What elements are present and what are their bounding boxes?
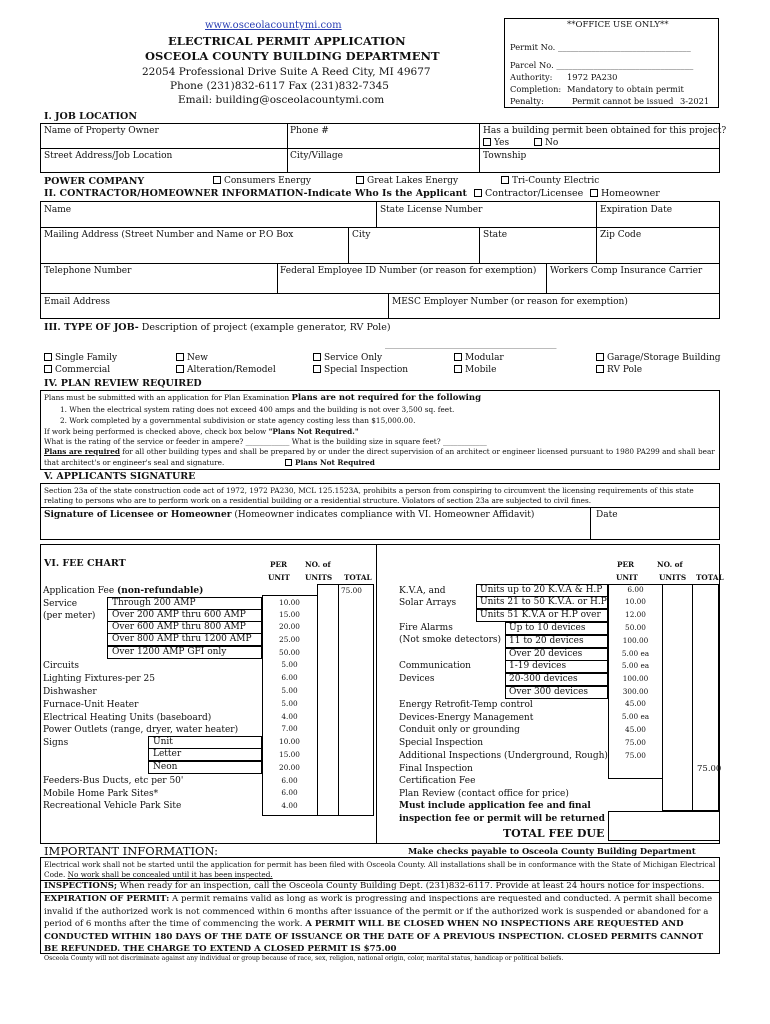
kva-row: Units 21 to 50 K.V.A. or H.P xyxy=(476,596,608,609)
fee-kva: K.V.A, and xyxy=(399,586,446,596)
phone-field[interactable]: Phone # xyxy=(290,126,329,136)
penalty-value: Permit cannot be issued xyxy=(572,96,674,106)
plan-review-line4: If work being performed is checked above, check box below "Plans Not Required." xyxy=(44,427,359,436)
department-address: 22054 Professional Drive Suite A Reed City, MI 49677 xyxy=(142,66,431,78)
contractor-licensee-checkbox[interactable]: Contractor/Licensee xyxy=(474,188,583,199)
special-inspection-checkbox[interactable]: Special Inspection xyxy=(313,365,408,376)
fee-value: 4.00 xyxy=(281,801,298,810)
service-row: Over 800 AMP thru 1200 AMP xyxy=(107,633,262,646)
total-header: TOTAL xyxy=(344,573,372,582)
checkbox-icon xyxy=(501,176,509,184)
mesc-employer-field[interactable]: MESC Employer Number (or reason for exemption) xyxy=(392,297,628,307)
parcel-no-field[interactable]: Parcel No. _________________________________ xyxy=(510,60,694,70)
checkbox-icon xyxy=(356,176,364,184)
department-email: Email: building@osceolacountymi.com xyxy=(178,94,385,106)
fee-devices: Devices xyxy=(399,674,435,684)
fire-row: Over 20 devices xyxy=(505,648,608,661)
per-unit-header: UNIT xyxy=(616,573,638,582)
checkbox-icon xyxy=(313,365,321,373)
property-owner-field[interactable]: Name of Property Owner xyxy=(44,126,159,136)
fee-value: 10.00 xyxy=(279,737,300,746)
department-phone: Phone (231)832-6117 Fax (231)832-7345 xyxy=(170,80,389,92)
commercial-checkbox[interactable]: Commercial xyxy=(44,365,110,376)
contractor-city-field[interactable]: City xyxy=(352,230,371,240)
fee-heating-units: Electrical Heating Units (baseboard) xyxy=(43,713,212,723)
authority-value: 1972 PA230 xyxy=(567,72,618,82)
checkbox-icon xyxy=(454,353,462,361)
sign-row: Neon xyxy=(148,761,262,774)
comm-row: 20-300 devices xyxy=(505,673,608,686)
no-of-units-header: NO. of xyxy=(305,560,331,569)
completion-label: Completion: xyxy=(510,84,562,94)
fire-row: 11 to 20 devices xyxy=(505,635,608,648)
service-row: Over 600 AMP thru 800 AMP xyxy=(107,621,262,634)
fee-chart-heading: VI. FEE CHART xyxy=(44,558,126,569)
checkbox-icon xyxy=(44,365,52,373)
fee-value: 25.00 xyxy=(279,635,300,644)
fee-fire-alarms: Fire Alarms xyxy=(399,623,453,633)
important-text1: Electrical work shall not be started until the application for permit has been filed with Osceola County. All installations shall be in conformance with the State of Michigan Electrical xyxy=(44,860,716,869)
modular-checkbox[interactable]: Modular xyxy=(454,353,504,364)
fee-value: 5.00 ea xyxy=(621,661,650,670)
single-family-checkbox[interactable]: Single Family xyxy=(44,353,117,364)
completion-value: Mandatory to obtain permit xyxy=(567,84,684,94)
rv-pole-checkbox[interactable]: RV Pole xyxy=(596,365,642,376)
checkbox-icon xyxy=(313,353,321,361)
signature-field[interactable]: Signature of Licensee or Homeowner (Homeowner indicates compliance with VI. Homeowner Affidavit) xyxy=(44,510,535,520)
checkbox-icon xyxy=(534,138,542,146)
important-text2: Code. No work shall be concealed until it has been inspected. xyxy=(44,870,273,879)
website-link[interactable]: www.osceolacountymi.com xyxy=(205,20,342,31)
total-fee-due-field[interactable] xyxy=(608,811,720,841)
contractor-state-field[interactable]: State xyxy=(483,230,508,240)
checkbox-icon xyxy=(483,138,491,146)
per-unit-header: PER xyxy=(617,560,635,569)
fee-value: 6.00 xyxy=(281,776,298,785)
total-column[interactable] xyxy=(338,584,374,816)
kva-row: Units up to 20 K.V.A & H.P xyxy=(476,584,608,597)
form-title: ELECTRICAL PERMIT APPLICATION xyxy=(168,34,406,48)
great-lakes-energy-checkbox[interactable]: Great Lakes Energy xyxy=(356,176,458,187)
plan-review-item1: 1. When the electrical system rating does not exceed 400 amps and the building is not over 3,500 sq. feet. xyxy=(60,405,455,414)
fee-value: 6.00 xyxy=(281,788,298,797)
important-heading: IMPORTANT INFORMATION: xyxy=(44,844,218,858)
fee-value: 20.00 xyxy=(279,622,300,631)
fee-furnace: Furnace-Unit Heater xyxy=(43,700,139,710)
fee-value: 5.00 ea xyxy=(621,649,650,658)
checkbox-icon xyxy=(44,353,52,361)
tri-county-electric-checkbox[interactable]: Tri-County Electric xyxy=(501,176,599,187)
department-title: OSCEOLA COUNTY BUILDING DEPARTMENT xyxy=(145,49,440,63)
fee-value: 20.00 xyxy=(279,763,300,772)
fee-value: 5.00 xyxy=(281,699,298,708)
plan-review-item2: 2. Work completed by a governmental subdivision or state agency costing less than $15,000.00. xyxy=(60,416,416,425)
fee-value: 10.00 xyxy=(279,598,300,607)
inspections-text: INSPECTIONS; When ready for an inspection, call the Osceola County Building Dept. (231)832-6117. Provide at least 24 hours notice for inspections. xyxy=(44,881,705,891)
fee-value: 5.00 xyxy=(281,686,298,695)
must-include-note: Must include application fee and final xyxy=(399,801,591,811)
sign-row: Unit xyxy=(148,736,262,749)
no-of-units-column[interactable] xyxy=(317,584,339,816)
signature-law-text1: Section 23a of the state construction code act of 1972, 1972 PA230, MCL 125.1523A, prohibits a person from conspiring to circumvent the licensing requirements of this state xyxy=(44,486,694,495)
federal-id-field[interactable]: Federal Employee ID Number (or reason for exemption) xyxy=(280,266,537,276)
fee-energy-management: Devices-Energy Management xyxy=(399,713,534,723)
fee-feeders: Feeders-Bus Ducts, etc per 50' xyxy=(43,776,184,786)
fee-value: 50.00 xyxy=(279,648,300,657)
fee-certification: Certification Fee xyxy=(399,776,476,786)
fee-value: 15.00 xyxy=(279,750,300,759)
fee-additional-inspections: Additional Inspections (Underground, Rough) xyxy=(399,751,608,761)
fee-value: 7.00 xyxy=(281,724,298,733)
street-address-field[interactable]: Street Address/Job Location xyxy=(44,151,173,161)
app-fee-total: 75.00 xyxy=(341,586,362,595)
final-inspection-total: 75.00 xyxy=(697,764,722,774)
telephone-field[interactable]: Telephone Number xyxy=(44,266,132,276)
fee-conduit: Conduit only or grounding xyxy=(399,725,520,735)
signature-law-text2: relating to persons who are to perform work on a residential building or a residential structure. Violators of section 23a are subjected to civil fines. xyxy=(44,496,592,505)
mobile-checkbox[interactable]: Mobile xyxy=(454,365,496,376)
workers-comp-field[interactable]: Workers Comp Insurance Carrier xyxy=(550,266,703,276)
zip-code-field[interactable]: Zip Code xyxy=(600,230,642,240)
fee-dishwasher: Dishwasher xyxy=(43,687,97,697)
fee-signs: Signs xyxy=(43,738,69,748)
alteration-remodel-checkbox[interactable]: Alteration/Remodel xyxy=(176,365,276,376)
total-header: TOTAL xyxy=(696,573,724,582)
per-unit-header: PER xyxy=(270,560,288,569)
signature-heading: V. APPLICANTS SIGNATURE xyxy=(44,471,196,482)
fee-power-outlets: Power Outlets (range, dryer, water heater) xyxy=(43,725,239,735)
service-row: Over 200 AMP thru 600 AMP xyxy=(107,609,262,622)
checkbox-icon xyxy=(590,189,598,197)
fee-value: 6.00 xyxy=(627,585,644,594)
fee-final-inspection: Final Inspection xyxy=(399,764,473,774)
permit-no-field[interactable]: Permit No. ________________________________ xyxy=(510,42,691,52)
fee-value: 75.00 xyxy=(625,738,646,747)
per-unit-header: UNIT xyxy=(268,573,290,582)
fire-row: Up to 10 devices xyxy=(505,622,608,635)
signature-date-field[interactable]: Date xyxy=(596,510,618,520)
fee-service: Service xyxy=(43,599,78,609)
plan-review-line1: Plans must be submitted with an application for Plan Examination Plans are not required for the following xyxy=(44,393,482,403)
service-row: Through 200 AMP xyxy=(107,597,262,610)
fee-value: 50.00 xyxy=(625,623,646,632)
checkbox-icon xyxy=(596,353,604,361)
service-row: Over 1200 AMP GFI only xyxy=(107,646,262,659)
permit-yes-checkbox[interactable]: Yes xyxy=(483,138,509,149)
fee-rv-park: Recreational Vehicle Park Site xyxy=(43,801,182,811)
fee-value: 100.00 xyxy=(622,674,649,683)
checks-payable-note: Make checks payable to Osceola County Building Department xyxy=(408,846,696,856)
checkbox-icon xyxy=(176,353,184,361)
checkbox-icon xyxy=(454,365,462,373)
fee-value: 300.00 xyxy=(622,687,649,696)
fee-mobile-home: Mobile Home Park Sites* xyxy=(43,789,159,799)
new-checkbox[interactable]: New xyxy=(176,353,208,364)
comm-row: 1-19 devices xyxy=(505,660,608,673)
job-description-line[interactable]: _________________________________________________ xyxy=(385,341,557,349)
total-fee-due-label: TOTAL FEE DUE xyxy=(503,827,605,840)
revision-date: 3-2021 xyxy=(680,96,710,106)
fee-value: 4.00 xyxy=(281,712,298,721)
must-include-note: inspection fee or permit will be returned xyxy=(399,814,605,824)
checkbox-icon xyxy=(596,365,604,373)
state-license-field[interactable]: State License Number xyxy=(380,205,483,215)
checkbox-icon xyxy=(176,365,184,373)
fee-lighting: Lighting Fixtures-per 25 xyxy=(43,674,155,684)
fee-value: 6.00 xyxy=(281,673,298,682)
plans-not-required-checkbox[interactable]: Plans Not Required xyxy=(285,458,375,467)
fee-value: 12.00 xyxy=(625,610,646,619)
plan-review-line7: that architect's or engineer's seal and signature. xyxy=(44,458,225,467)
authority-label: Authority: xyxy=(510,72,553,82)
sign-row: Letter xyxy=(148,748,262,761)
fee-special-inspection: Special Inspection xyxy=(399,738,484,748)
fee-fire-note: (Not smoke detectors) xyxy=(399,635,502,645)
fee-application: Application Fee (non-refundable) xyxy=(43,586,204,596)
fee-communication: Communication xyxy=(399,661,471,671)
comm-row: Over 300 devices xyxy=(505,686,608,699)
power-company-label: POWER COMPANY xyxy=(44,176,145,187)
mailing-address-field[interactable]: Mailing Address (Street Number and Name or P.O Box xyxy=(44,230,294,240)
checkbox-icon xyxy=(474,189,482,197)
fee-value: 75.00 xyxy=(625,751,646,760)
no-of-units-column[interactable] xyxy=(662,584,693,811)
expiration-date-field[interactable]: Expiration Date xyxy=(600,205,673,215)
no-of-units-header: NO. of xyxy=(657,560,683,569)
fee-value: 10.00 xyxy=(625,597,646,606)
consumers-energy-checkbox[interactable]: Consumers Energy xyxy=(213,176,311,187)
plan-review-line6: Plans are required for all other building types and shall be prepared by or under the direct supervision of an architect or engineer licensed pursuant to 1980 PA299 and shall bear xyxy=(44,447,715,456)
homeowner-checkbox[interactable]: Homeowner xyxy=(590,188,660,199)
service-only-checkbox[interactable]: Service Only xyxy=(313,353,382,364)
plan-review-heading: IV. PLAN REVIEW REQUIRED xyxy=(44,378,202,389)
contractor-name-field[interactable]: Name xyxy=(44,205,72,215)
fee-value: 100.00 xyxy=(622,636,649,645)
fee-energy-retrofit: Energy Retrofit-Temp control xyxy=(399,700,533,710)
expiration-text: EXPIRATION OF PERMIT: A permit remains valid as long as work is progressing and inspections are requested and conducted. A permit shall become invalid if the authorized work is not commenced within 6 months after issuance of the permit or if the authorized work is suspended or abandoned for a period of 6 months after the time of commencing the work. A PERMIT WILL BE CLOSED WHEN NO INSPECTIONS ARE REQUESTED AND CONDUCTED WITHIN 180 DAYS OF THE DATE OF ISSUANCE OR THE DATE OF A PREVIOUS INSPECTION. CLOSED PERMITS CANNOT BE REFUNDED. THE CHARGE TO EXTEND A CLOSED PERMIT IS $75.00 xyxy=(44,894,713,954)
permit-question: Has a building permit been obtained for this project? xyxy=(483,126,727,136)
checkbox-icon xyxy=(285,459,292,466)
type-of-job-heading: III. TYPE OF JOB- Description of project (example generator, RV Pole) xyxy=(44,322,391,333)
email-field[interactable]: Email Address xyxy=(44,297,110,307)
fee-value: 45.00 xyxy=(625,725,646,734)
penalty-label: Penalty: xyxy=(510,96,544,106)
non-discrimination-footer: Osceola County will not discriminate against any individual or group because of race, sex, religion, national origin, color, marital status, handicap or political beliefs. xyxy=(44,955,564,962)
no-of-units-header: UNITS xyxy=(305,573,333,582)
permit-no-checkbox[interactable]: No xyxy=(534,138,558,149)
contractor-heading: II. CONTRACTOR/HOMEOWNER INFORMATION-Indicate Who Is the Applicant xyxy=(44,188,467,199)
fee-value: 5.00 ea xyxy=(621,712,650,721)
city-village-field[interactable]: City/Village xyxy=(290,151,343,161)
office-use-title: **OFFICE USE ONLY** xyxy=(567,20,669,30)
fee-service-per-meter: (per meter) xyxy=(43,611,96,621)
fee-value: 45.00 xyxy=(625,699,646,708)
plan-review-questions[interactable]: What is the rating of the service or feeder in ampere? ____________ What is the building size in square feet? ____________ xyxy=(44,437,487,446)
garage-storage-checkbox[interactable]: Garage/Storage Building xyxy=(596,353,721,364)
fee-value: 15.00 xyxy=(279,610,300,619)
no-of-units-header: UNITS xyxy=(659,573,687,582)
job-location-heading: I. JOB LOCATION xyxy=(44,111,138,122)
total-column[interactable] xyxy=(692,584,722,811)
checkbox-icon xyxy=(213,176,221,184)
kva-row: Units 51 K.V.A or H.P over xyxy=(476,609,608,622)
fee-circuits: Circuits xyxy=(43,661,80,671)
fee-plan-review: Plan Review (contact office for price) xyxy=(399,789,569,799)
township-field[interactable]: Township xyxy=(483,151,527,161)
fee-value: 5.00 xyxy=(281,660,298,669)
fee-solar: Solar Arrays xyxy=(399,598,457,608)
